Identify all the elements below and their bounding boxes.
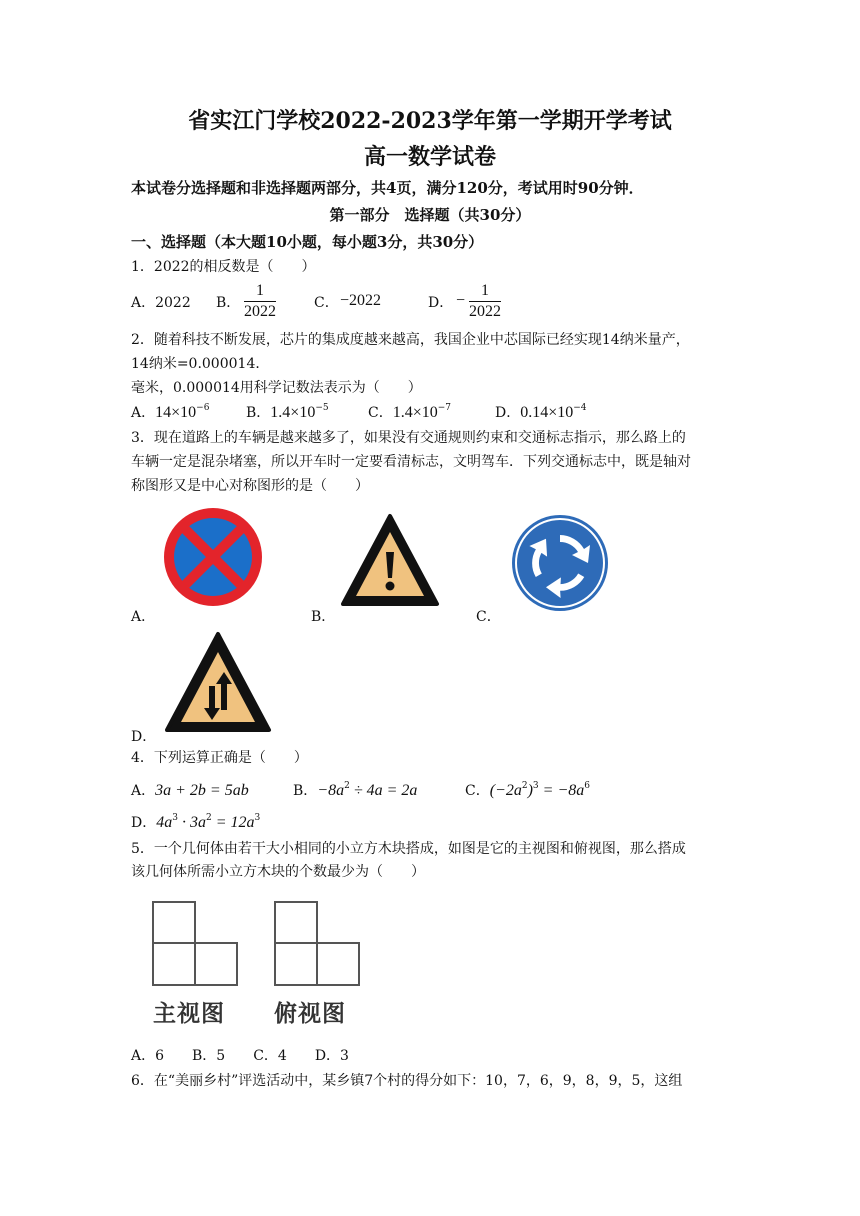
q1-option-d-fraction — [469, 281, 501, 322]
q4-d-post: = 12a — [211, 814, 255, 831]
q1-b-denominator: 2022 — [244, 303, 276, 320]
q3-line3: 称图形又是中心对称图形的是（ ） — [131, 478, 369, 494]
section-heading: 一、选择题（本大题10小题，每小题3分，共30分） — [131, 233, 484, 251]
exam-title: 省实江门学校2022-2023学年第一学期开学考试 — [188, 108, 672, 134]
q1-stem: 1．2022的相反数是（ ） — [131, 259, 316, 275]
q4-d-pre: 4a — [156, 814, 173, 831]
q2-c-exp: −7 — [437, 403, 452, 413]
q2-a-base: 14×10 — [155, 404, 197, 421]
q4-c-expr-pre: (−2a — [489, 782, 522, 799]
q4-option-b — [293, 781, 417, 801]
part-heading: 第一部分 选择题（共30分） — [329, 206, 531, 224]
q2-c-base: 1.4×10 — [392, 404, 438, 421]
q4-c-exp1: 2 — [521, 781, 528, 791]
q2-option-d — [495, 403, 587, 423]
q1-d-denominator: 2022 — [469, 303, 501, 320]
front-view-cell — [152, 942, 196, 986]
q4-c-mid: ) — [527, 782, 533, 799]
q2-line1: 2．随着科技不断发展，芯片的集成度越来越高，我国企业中芯国际已经实现14纳米量产， — [131, 332, 690, 348]
q1-option-b-fraction — [244, 281, 276, 322]
q3-option-d-label: D． — [131, 729, 157, 745]
roundabout-sign-icon — [510, 513, 610, 613]
q4-stem: 4．下列运算正确是（ ） — [131, 750, 308, 766]
q2-line3: 毫米，0.000014用科学记数法表示为（ ） — [131, 380, 422, 396]
q2-b-label: B． — [246, 405, 271, 421]
q4-option-d — [131, 813, 260, 833]
q4-d-mid: · 3a — [177, 814, 206, 831]
q4-c-post: = −8a — [538, 782, 585, 799]
exam-subtitle: 高一数学试卷 — [363, 144, 496, 170]
warning-exclamation-sign-icon — [340, 512, 440, 608]
q4-b-expr-post: ÷ 4a = 2a — [349, 782, 418, 799]
q4-b-label: B． — [293, 783, 318, 799]
q3-line2: 车辆一定是混杂堵塞，所以开车时一定要看清标志，文明驾车．下列交通标志中，既是轴对 — [131, 454, 691, 470]
top-view-label: 俯视图 — [274, 1001, 346, 1027]
q4-b-exp: 2 — [344, 781, 350, 791]
q2-d-label: D． — [495, 405, 521, 421]
q1-option-c-value: −2022 — [340, 292, 382, 309]
q5-line2: 该几何体所需小立方木块的个数最少为（ ） — [131, 864, 425, 880]
q2-option-c — [368, 403, 451, 423]
q1-option-c-label: C． — [314, 295, 339, 311]
no-stopping-sign-icon — [161, 505, 265, 609]
q4-a-label: A． — [131, 783, 156, 799]
q4-b-expr-pre: −8a — [317, 782, 345, 799]
q6-line1: 6．在“美丽乡村”评选活动中，某乡镇7个村的得分如下：10，7，6，9，8，9，5，这组 — [131, 1073, 683, 1089]
q2-d-exp: −4 — [573, 403, 587, 413]
q3-option-a-label: A． — [131, 609, 156, 625]
q2-option-a — [131, 403, 209, 423]
q2-b-exp: −5 — [315, 403, 329, 413]
q2-d-base: 0.14×10 — [520, 404, 574, 421]
two-way-traffic-sign-icon — [163, 630, 273, 734]
top-view-cell — [274, 901, 318, 944]
q2-a-label: A． — [131, 405, 156, 421]
q2-b-base: 1.4×10 — [270, 404, 316, 421]
q1-option-b-label: B． — [216, 295, 241, 311]
top-view-cell — [316, 942, 360, 986]
q1-b-numerator: 1 — [256, 282, 264, 299]
q3-line1: 3．现在道路上的车辆是越来越多了，如果没有交通规则约束和交通标志指示，那么路上的 — [131, 430, 686, 446]
front-view-label: 主视图 — [153, 1001, 225, 1027]
q1-option-a: A．2022 — [131, 295, 191, 311]
q4-d-exp1: 3 — [172, 813, 178, 823]
exam-intro: 本试卷分选择题和非选择题两部分，共4页，满分120分，考试用时90分钟． — [131, 179, 644, 197]
q4-option-a — [131, 781, 249, 801]
q5-options: A．6 B．5 C．4 D．3 — [131, 1048, 349, 1064]
q3-option-b-label: B． — [311, 609, 336, 625]
q4-d-exp2: 2 — [205, 813, 212, 823]
q4-d-label: D． — [131, 815, 157, 831]
front-view-cell — [194, 942, 238, 986]
q4-c-label: C． — [465, 783, 490, 799]
q4-option-c — [465, 781, 590, 801]
q2-a-exp: −6 — [196, 403, 210, 413]
q2-c-label: C． — [368, 405, 393, 421]
q1-d-numerator: 1 — [481, 282, 489, 299]
q4-d-exp3: 3 — [254, 813, 261, 823]
top-view-cell — [274, 942, 318, 986]
q2-line2: 14纳米=0.000014． — [131, 356, 270, 372]
q1-option-d-label: D． — [428, 295, 454, 311]
q4-a-expr: 3a + 2b = 5ab — [155, 782, 249, 799]
q4-c-exp3: 6 — [584, 781, 590, 791]
q1-option-d-sign: − — [456, 292, 466, 309]
q2-option-b — [246, 403, 329, 423]
q3-option-c-label: C． — [476, 609, 501, 625]
q4-c-exp2: 3 — [532, 781, 539, 791]
front-view-cell — [152, 901, 196, 944]
q5-line1: 5．一个几何体由若干大小相同的小立方木块搭成，如图是它的主视图和俯视图，那么搭成 — [131, 841, 686, 857]
